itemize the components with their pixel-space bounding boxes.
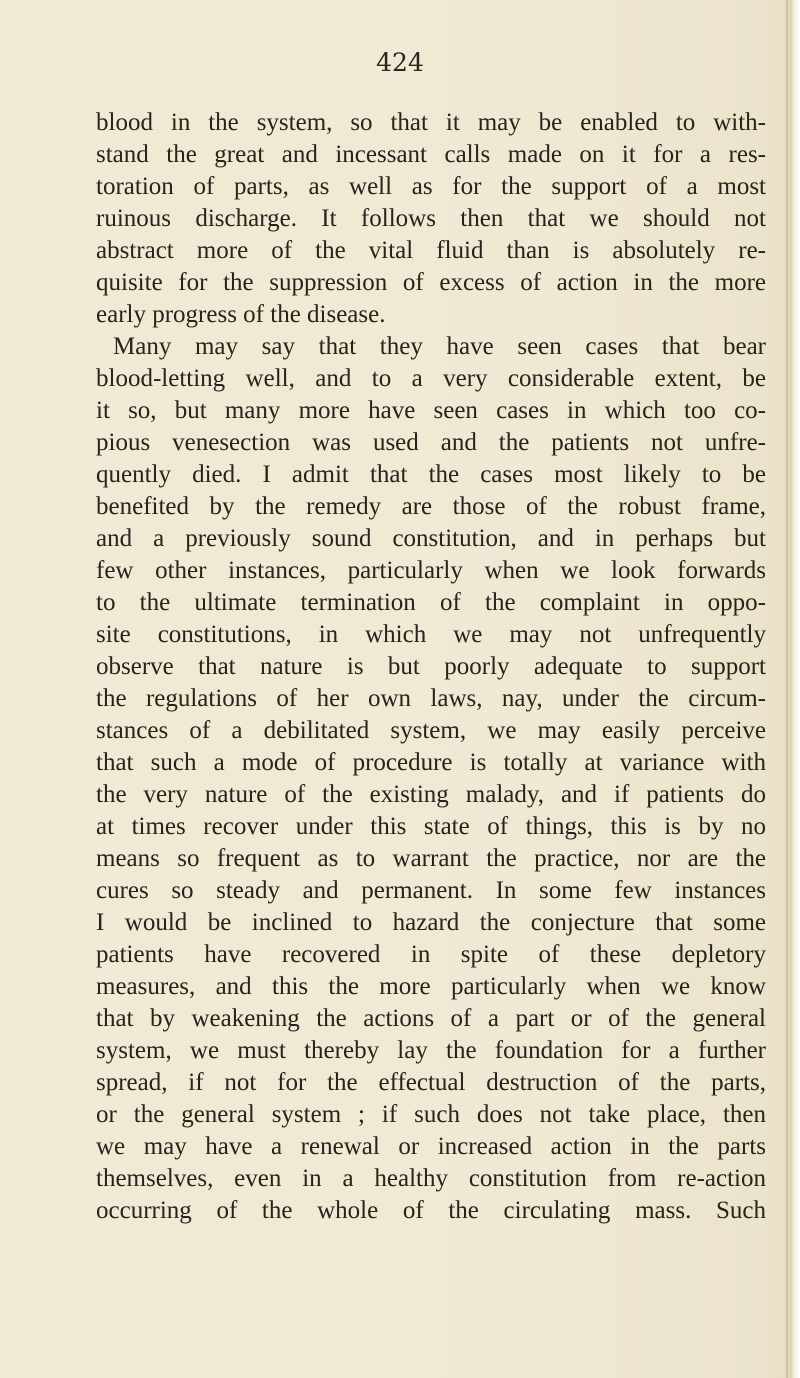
page-edge-shadow <box>786 0 788 1378</box>
text-line: few other instances, particularly when we look forwards <box>96 557 766 584</box>
text-line: the regulations of her own laws, nay, under the circum- <box>96 685 766 712</box>
text-line: to the ultimate termination of the complaint in oppo- <box>96 589 766 616</box>
text-line: and a previously sound constitution, and in perhaps but <box>96 525 766 552</box>
text-line: or the general system ; if such does not take place, then <box>96 1101 766 1128</box>
text-line: I would be inclined to hazard the conjecture that some <box>96 909 766 936</box>
text-line: measures, and this the more particularly when we know <box>96 973 766 1000</box>
text-line: early progress of the disease. <box>96 301 386 328</box>
text-line: Many may say that they have seen cases that bear <box>113 333 766 360</box>
text-line: quently died. I admit that the cases most likely to be <box>96 461 766 488</box>
text-line: pious venesection was used and the patients not unfre- <box>96 429 766 456</box>
body-text <box>96 107 766 1227</box>
text-line: benefited by the remedy are those of the robust frame, <box>96 493 766 520</box>
text-line: themselves, even in a healthy constitution from re-action <box>96 1165 766 1192</box>
text-line: patients have recovered in spite of these depletory <box>96 941 766 968</box>
text-line: cures so steady and permanent. In some few instances <box>96 877 766 904</box>
text-line: blood-letting well, and to a very considerable extent, be <box>96 365 766 392</box>
text-line: occurring of the whole of the circulating mass. Such <box>96 1197 766 1224</box>
text-line: means so frequent as to warrant the practice, nor are the <box>96 845 766 872</box>
page-edge <box>786 0 800 1378</box>
text-line: quisite for the suppression of excess of action in the more <box>96 269 766 296</box>
text-line: ruinous discharge. It follows then that we should not <box>96 205 766 232</box>
text-line: that by weakening the actions of a part or of the general <box>96 1005 766 1032</box>
text-line: at times recover under this state of things, this is by no <box>96 813 766 840</box>
text-line: stand the great and incessant calls made on it for a res- <box>96 141 766 168</box>
text-line: the very nature of the existing malady, and if patients do <box>96 781 766 808</box>
page-number: 424 <box>376 48 424 77</box>
text-line: stances of a debilitated system, we may easily perceive <box>96 717 766 744</box>
text-line: spread, if not for the effectual destruction of the parts, <box>96 1069 766 1096</box>
text-line: observe that nature is but poorly adequate to support <box>96 653 766 680</box>
text-line: system, we must thereby lay the foundation for a further <box>96 1037 766 1064</box>
text-line: site constitutions, in which we may not unfrequently <box>96 621 766 648</box>
text-line: we may have a renewal or increased action in the parts <box>96 1133 766 1160</box>
text-line: abstract more of the vital fluid than is absolutely re- <box>96 237 766 264</box>
text-line: blood in the system, so that it may be enabled to with- <box>96 109 766 136</box>
text-line: that such a mode of procedure is totally at variance with <box>96 749 766 776</box>
text-line: toration of parts, as well as for the support of a most <box>96 173 766 200</box>
text-line: it so, but many more have seen cases in which too co- <box>96 397 766 424</box>
